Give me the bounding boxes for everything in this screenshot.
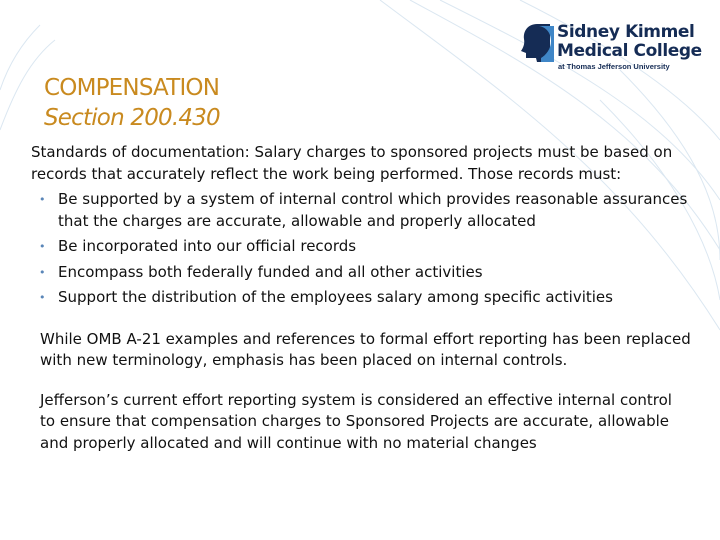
college-name-line2: Medical College	[557, 41, 702, 61]
list-item-text: Support the distribution of the employees salary among specific activities	[58, 288, 613, 306]
list-item	[39, 236, 691, 258]
list-item	[39, 262, 691, 284]
head-profile-icon	[520, 22, 554, 62]
college-subtitle: at Thomas Jefferson University	[558, 62, 670, 71]
list-item-text: Be supported by a system of internal control which provides reasonable assurances that the charges are accurate, allowable and properly allocated	[58, 190, 688, 230]
slide-title-section: Section 200.430	[44, 105, 220, 131]
slide-title	[44, 73, 220, 133]
college-name-line1: Sidney Kimmel	[557, 22, 695, 42]
list-item-text: Be incorporated into our official records	[58, 237, 357, 255]
college-name	[557, 23, 702, 61]
list-item	[39, 189, 691, 232]
slide-title-main: COMPENSATION	[44, 75, 220, 101]
bullet-icon: •	[39, 265, 46, 279]
college-logo	[520, 22, 702, 74]
omb-paragraph: While OMB A-21 examples and references to formal effort reporting has been replaced with new terminology, emphasis has been placed on internal controls.	[40, 329, 691, 369]
requirements-list	[31, 189, 691, 309]
intro-text: Standards of documentation: Salary charges to sponsored projects must be based on records that accurately reflect the work being performed. Those records must:	[31, 143, 673, 183]
slide-body	[31, 142, 691, 454]
effort-reporting-paragraph: Jefferson’s current effort reporting system is considered an effective internal control to ensure that compensation charges to Sponsored Projects are accurate, allowable and properly allocated and will continue with no material changes	[40, 390, 672, 452]
bullet-icon: •	[39, 193, 46, 206]
bullet-icon: •	[39, 240, 46, 253]
list-item-text: Encompass both federally funded and all other activities	[58, 262, 483, 281]
bullet-icon: •	[39, 291, 46, 304]
list-item	[39, 287, 691, 309]
